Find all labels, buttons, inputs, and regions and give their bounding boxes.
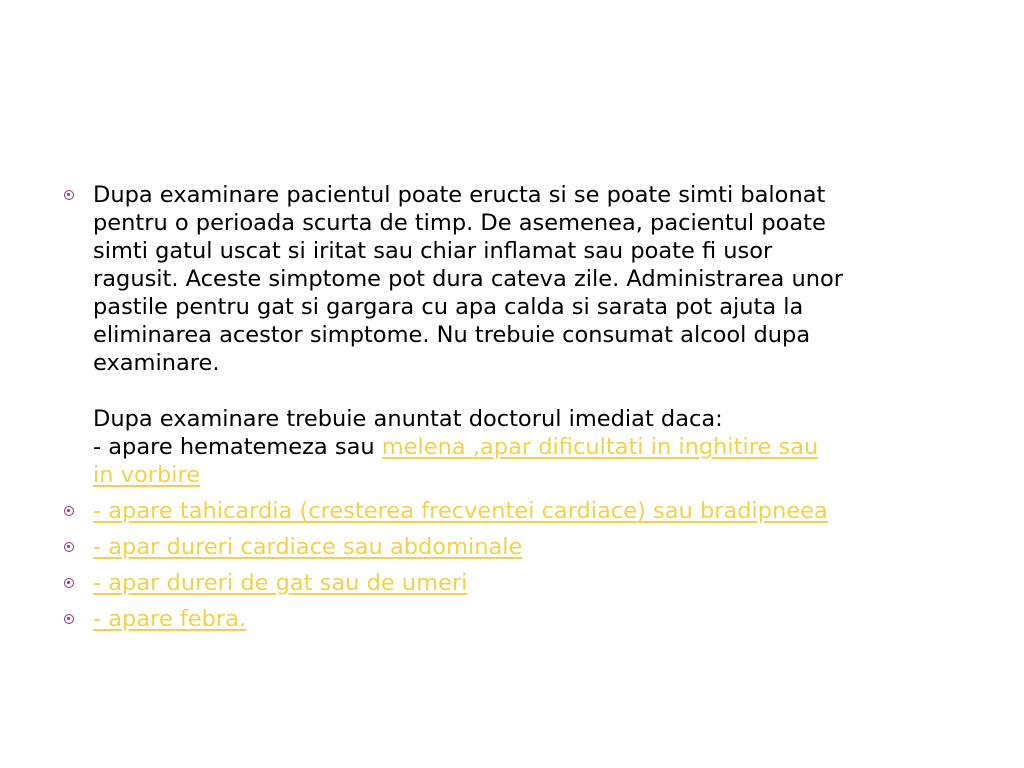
circle-bullet-icon <box>64 578 74 588</box>
paragraph-gap <box>93 377 844 405</box>
melena-link[interactable]: melena ,apar dificultati in inghitire sau in vorbire <box>93 434 819 488</box>
circle-bullet-icon <box>64 614 74 624</box>
circle-bullet-icon <box>64 542 74 552</box>
list-item <box>64 569 844 597</box>
hematemesis-text: - apare hematemeza sau <box>93 434 382 460</box>
post-exam-symptoms-paragraph: Dupa examinare pacientul poate eructa si se poate simti balonat pentru o perioada scurta de timp. De asemenea, pacientul poate simti gatul uscat si iritat sau chiar inflamat sau poate fi usor ragusit. Aceste simptome pot dura cateva zile. Administrarea unor pastile pentru gat si gargara cu apa calda si sarata pot ajuta la eliminarea acestor simptome. Nu trebuie consumat alcool dupa examinare. <box>93 182 844 376</box>
list-item <box>64 497 844 525</box>
bullet-list <box>64 181 844 641</box>
notify-doctor-paragraph: Dupa examinare trebuie anuntat doctorul imediat daca: <box>93 406 723 432</box>
circle-bullet-icon <box>64 190 74 200</box>
throat-pain-link[interactable]: - apar dureri de gat sau de umeri <box>93 570 468 596</box>
list-item <box>64 605 844 633</box>
fever-link[interactable]: - apare febra. <box>93 606 247 632</box>
cardiac-pain-link[interactable]: - apar dureri cardiace sau abdominale <box>93 534 523 560</box>
hematemesis-line <box>93 433 844 489</box>
circle-bullet-icon <box>64 506 74 516</box>
tachycardia-link[interactable]: - apare tahicardia (cresterea frecventei cardiace) sau bradipneea <box>93 498 828 524</box>
list-item <box>64 181 844 489</box>
list-item <box>64 533 844 561</box>
